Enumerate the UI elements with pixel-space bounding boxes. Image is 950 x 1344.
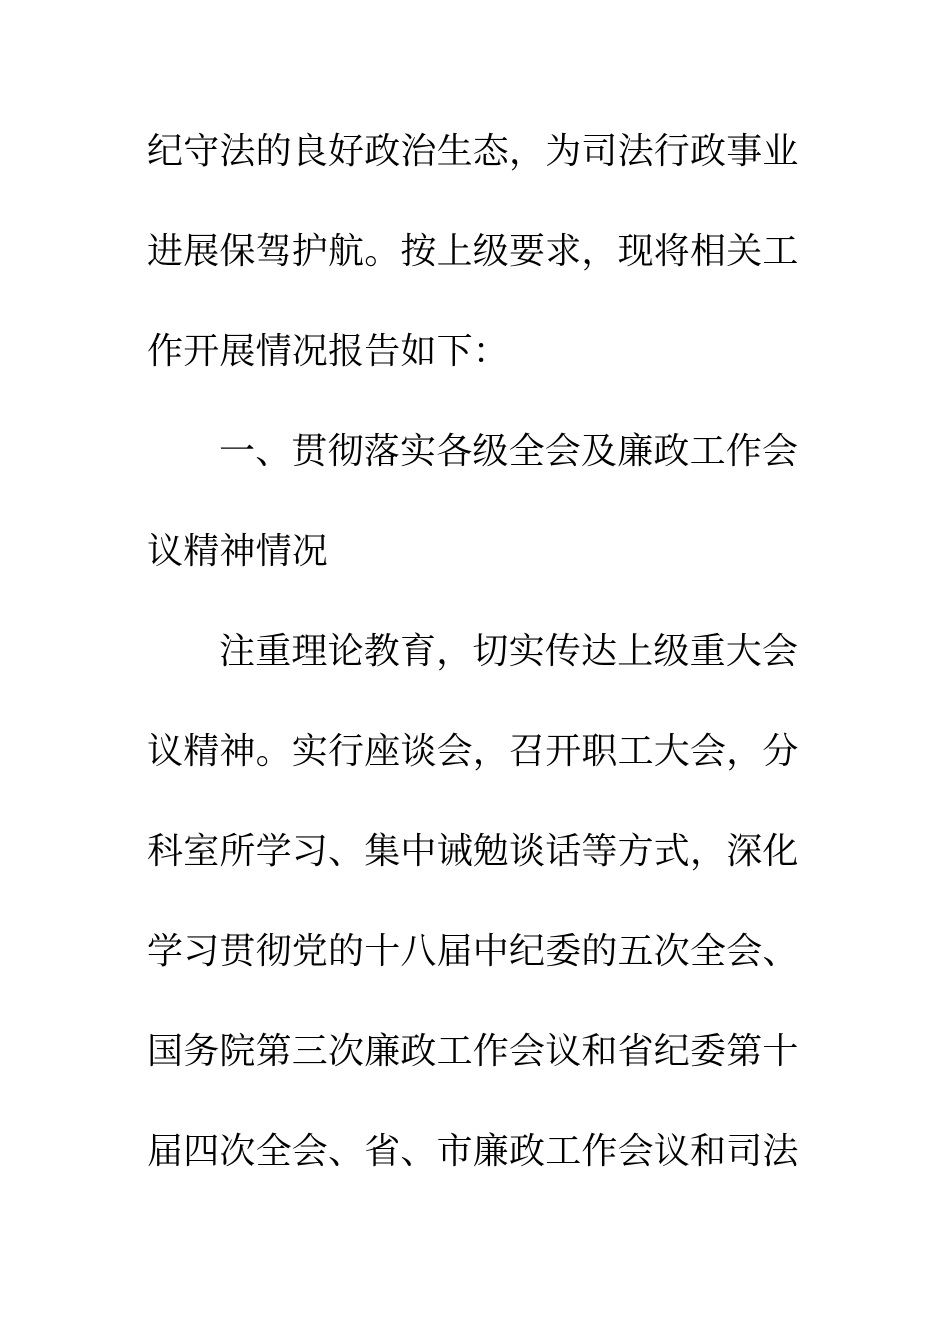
paragraph-line: 议精神。实行座谈会，召开职工大会，分 (147, 731, 799, 772)
paragraph-line: 作开展情况报告如下： (147, 331, 510, 372)
section-heading: 一、贯彻落实各级全会及廉政工作会 (219, 431, 799, 472)
section-heading-continued: 议精神情况 (147, 531, 329, 572)
paragraph-line: 纪守法的良好政治生态，为司法行政事业 (147, 131, 799, 172)
paragraph-line: 注重理论教育，切实传达上级重大会 (219, 631, 799, 672)
paragraph-line: 学习贯彻党的十八届中纪委的五次全会、 (147, 931, 799, 972)
paragraph-line: 国务院第三次廉政工作会议和省纪委第十 (147, 1031, 799, 1072)
paragraph-line: 进展保驾护航。按上级要求，现将相关工 (147, 231, 799, 272)
paragraph-line: 届四次全会、省、市廉政工作会议和司法 (147, 1131, 799, 1172)
paragraph-line: 科室所学习、集中诫勉谈话等方式，深化 (147, 831, 799, 872)
